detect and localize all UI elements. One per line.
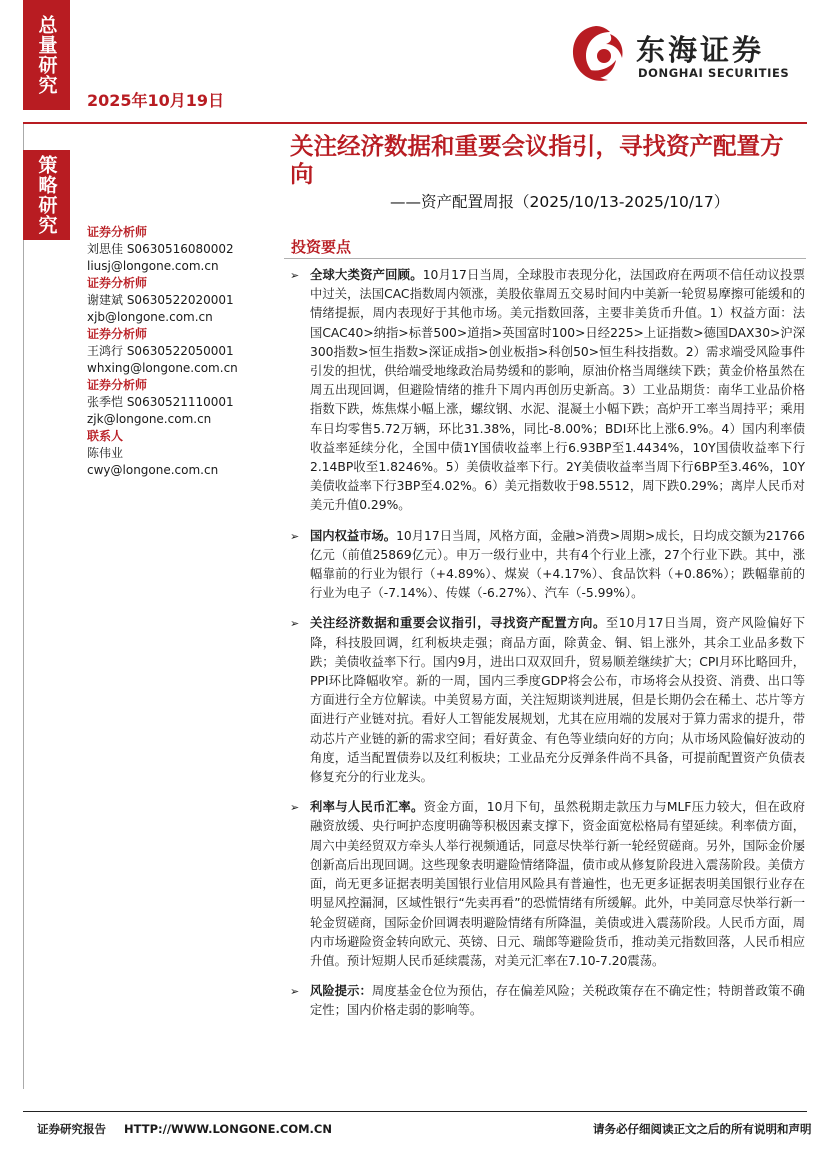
contact-email[interactable]: cwy@longone.com.cn xyxy=(87,463,219,477)
analyst-role: 证券分析师 xyxy=(87,276,148,290)
analyst-email[interactable]: xjb@longone.com.cn xyxy=(87,310,213,324)
paragraph-lead: 全球大类资产回顾。 xyxy=(310,268,423,282)
bullet-arrow-icon: ➢ xyxy=(290,529,300,543)
brand-name-en: DONGHAI SECURITIES xyxy=(638,66,790,80)
analyst-entry xyxy=(87,326,238,377)
paragraph-lead: 关注经济数据和重要会议指引，寻找资产配置方向。 xyxy=(310,616,606,631)
left-margin-line xyxy=(23,124,24,1089)
analyst-role: 证券分析师 xyxy=(87,378,148,392)
key-point-paragraph xyxy=(290,798,805,971)
footer-disclaimer: 请务必仔细阅读正文之后的所有说明和声明 xyxy=(593,1122,812,1136)
category-tag: 策略研究 xyxy=(23,150,70,240)
contact-entry xyxy=(87,428,238,479)
key-point-paragraph xyxy=(290,982,805,1020)
brand-name-cn: 东海证券 xyxy=(636,33,765,67)
paragraph-lead: 风险提示： xyxy=(310,984,372,999)
key-points-heading: 投资要点 xyxy=(291,238,352,256)
footer-divider xyxy=(23,1111,807,1112)
analyst-name-id: 王鸿行 S0630522050001 xyxy=(87,344,234,358)
key-points-divider xyxy=(284,258,806,259)
footer-report-label: 证券研究报告 xyxy=(37,1122,106,1136)
analyst-list xyxy=(87,224,238,479)
paragraph-lead: 国内权益市场。 xyxy=(310,528,397,543)
key-point-paragraph xyxy=(290,614,805,787)
analyst-name-id: 刘思佳 S0630516080002 xyxy=(87,242,234,256)
paragraph-text: 10月17日当周，全球股市表现分化，法国政府在两项不信任动议投票中过关，法国CAC指数周内领涨，美股依靠周五交易时间内中美新一轮贸易摩擦可能缓和的情绪提振，周内表现好于其他市场。美元指数回落，主要非美货币升值。1）权益方面：法国CAC40>纳指>标普500>道指>英国富时100>日经225>上证指数>德国DAX30>沪深300指数>恒生指数>深证成指>创业板指>科创50>恒生科技指数。2）需求端受风险事件引发的担忧，供给端受地缘政治局势缓和的影响，原油价格当周继续下跌；黄金价格虽然在周五出现回调，但避险情绪的推升下周内再创历史新高。3）工业品期货：南华工业品价格指数下跌，炼焦煤小幅上涨，螺纹钢、水泥、混凝土小幅下跌；高炉开工率当周持平；乘用车日均零售5.72万辆，环比31.38%，同比-8.00%；BDI环比上涨6.9%。4）国内利率债收益率延续分化，全国中债1Y国债收益率上行6.93BP至1.4434%，10Y国债收益率下行2.14BP收至1.8246%。5）美债收益率下行。2Y美债收益率当周下行6BP至3.46%，10Y美债收益率下行3BP至4.02%。6）美元指数收于98.5512，周下跌0.29%；离岸人民币对美元升值0.29%。 xyxy=(310,268,805,513)
brand-logo xyxy=(566,16,806,92)
header-divider xyxy=(23,122,807,124)
analyst-email[interactable]: liusj@longone.com.cn xyxy=(87,259,219,273)
paragraph-text: 10月17日当周，风格方面，金融>消费>周期>成长，日均成交额为21766亿元（前值25869亿元）。申万一级行业中，共有4个行业上涨，27个行业下跌。其中，涨幅靠前的行业为银行（+4.89%）、煤炭（+4.17%）、食品饮料（+0.86%）；跌幅靠前的行业为电子（-7.14%）、传媒（-6.27%）、汽车（-5.99%）。 xyxy=(310,528,805,601)
analyst-role: 证券分析师 xyxy=(87,327,148,341)
paragraph-lead: 利率与人民币汇率。 xyxy=(310,800,424,815)
key-point-paragraph xyxy=(290,266,805,516)
paragraph-text: 至10月17日当周，资产风险偏好下降，科技股回调，红利板块走强；商品方面，除黄金、铜、铝上涨外，其余工业品多数下跌；美债收益率下行。国内9月，进出口双双回升，贸易顺差继续扩大；CPI月环比略回升，PPI环比降幅收窄。新的一周，国内三季度GDP将会公布，市场将会从投资、消费、出口等方面进行全方位解读。中美贸易方面，关注短期谈判进展，但是长期仍会在稀土、芯片等方面进行产业链对抗。看好人工智能发展规划，尤其在应用端的发展对于算力需求的提升，带动芯片产业链的新的需求空间；看好黄金、有色等业绩向好的方向；从市场风险偏好波动的角度，适当配置债券以及红利板块；工业品充分反弹条件尚不具备，可提前配置资产负债表修复充分的行业龙头。 xyxy=(310,616,805,785)
analyst-entry xyxy=(87,377,238,428)
key-points-body xyxy=(290,266,805,1032)
key-point-paragraph xyxy=(290,527,805,604)
footer-left xyxy=(37,1121,346,1137)
analyst-email[interactable]: zjk@longone.com.cn xyxy=(87,412,212,426)
report-subtitle: ——资产配置周报（2025/10/13-2025/10/17） xyxy=(390,193,730,211)
analyst-email[interactable]: whxing@longone.com.cn xyxy=(87,361,238,375)
report-type-tag: 总量研究 xyxy=(23,0,70,110)
bullet-arrow-icon: ➢ xyxy=(290,269,300,282)
analyst-name-id: 张季恺 S0630521110001 xyxy=(87,395,234,409)
bullet-arrow-icon: ➢ xyxy=(290,801,300,815)
bullet-arrow-icon: ➢ xyxy=(290,985,300,999)
analyst-role: 证券分析师 xyxy=(87,225,148,239)
contact-role: 联系人 xyxy=(87,429,124,443)
analyst-entry xyxy=(87,224,238,275)
contact-name: 陈伟业 xyxy=(87,446,124,460)
bullet-arrow-icon: ➢ xyxy=(290,617,300,631)
analyst-name-id: 谢建斌 S0630522020001 xyxy=(87,293,234,307)
paragraph-text: 资金方面，10月下旬，虽然税期走款压力与MLF压力较大，但在政府融资放缓、央行呵护态度明确等积极因素支撑下，资金面宽松格局有望延续。利率债方面，周六中美经贸双方牵头人举行视频通话，同意尽快举行新一轮经贸磋商。另外，国际金价屡创新高后出现回调。这些现象表明避险情绪降温，债市或从修复阶段进入震荡阶段。美债方面，尚无更多证据表明美国银行业信用风险具有普遍性，也无更多证据表明美国银行业存在明显风控漏洞，区域性银行“先卖再看”的恐慌情绪有所缓解。此外，中美同意尽快举行新一轮金贸磋商，国际金价回调表明避险情绪有所降温，美债或进入震荡阶段。人民币方面，周内市场避险资金转向欧元、英镑、日元、瑞郎等避险货币，推动美元指数回落，人民币相应升值。预计短期人民币延续震荡，对美元汇率在7.10-7.20震荡。 xyxy=(310,800,805,968)
report-title: 关注经济数据和重要会议指引，寻找资产配置方向 xyxy=(290,132,784,188)
report-date: 2025年10月19日 xyxy=(87,91,225,110)
analyst-entry xyxy=(87,275,238,326)
donghai-emblem-icon xyxy=(566,20,628,90)
footer-url-link[interactable]: HTTP://WWW.LONGONE.COM.CN xyxy=(124,1122,332,1136)
paragraph-text: 周度基金仓位为预估，存在偏差风险；关税政策存在不确定性；特朗普政策不确定性；国内价格走弱的影响等。 xyxy=(310,984,805,1018)
